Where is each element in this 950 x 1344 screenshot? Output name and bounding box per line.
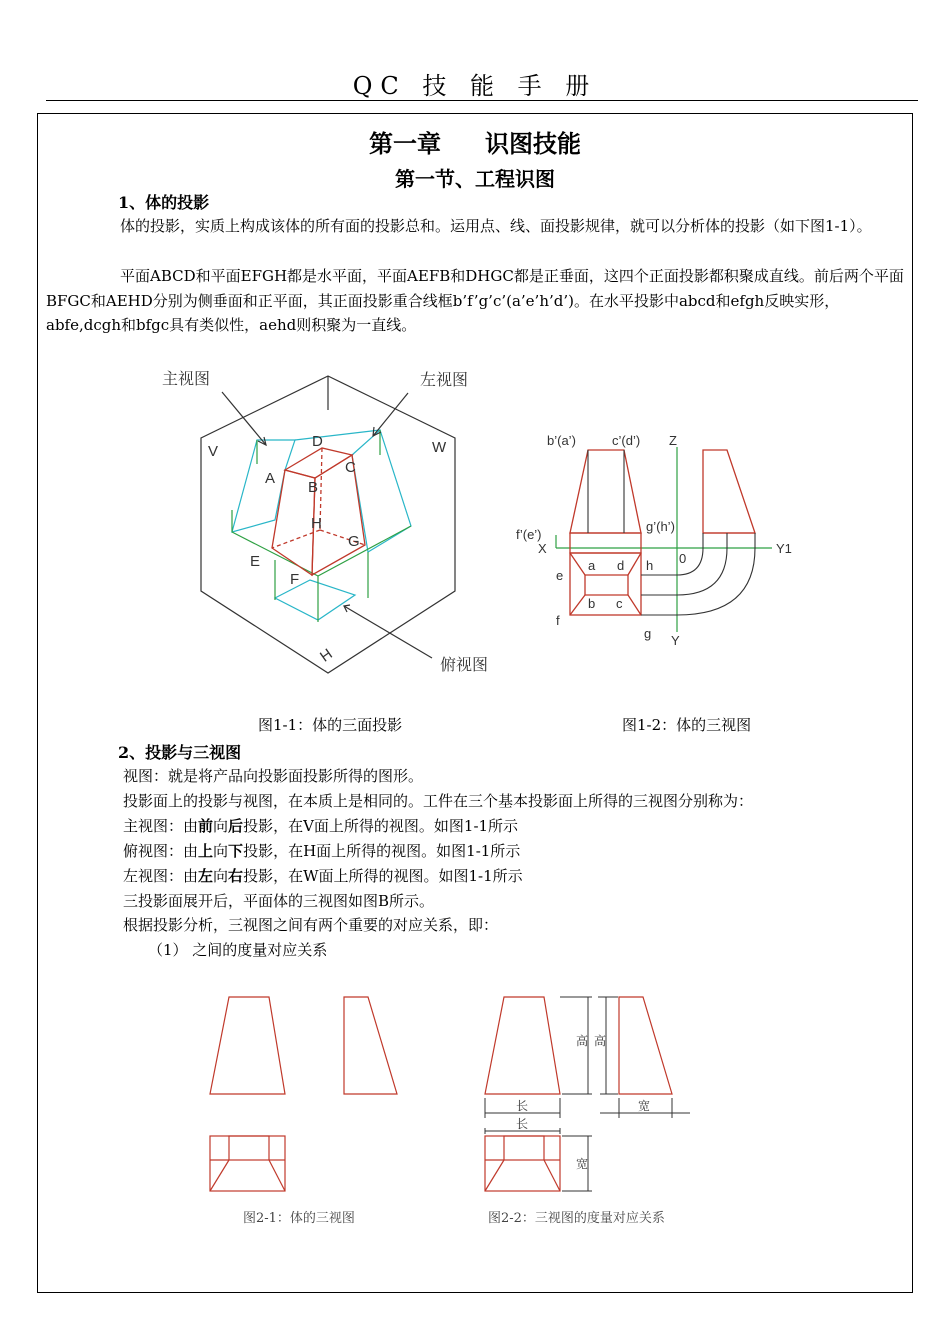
label-gh: g’(h’): [646, 519, 675, 534]
paragraph-2-text: 平面ABCD和平面EFGH都是水平面，平面AEFB和DHGC都是正垂面，这四个正面投影都积聚成直线。前后两个平面BFGC和AEHD分别为侧垂面和正平面，其正面投影重合线框b’f’g’c’(a’e’h’d’)。在水平投影中abcd和efgh反映实形，abfe,dcgh和bfgc具有类似性，aehd则积聚为一直线。: [46, 267, 904, 334]
header-rule: [46, 100, 918, 101]
label-g: g: [644, 626, 652, 641]
vertex-h: H: [311, 515, 322, 532]
label-b: b: [588, 596, 596, 611]
dim-height-1: 高: [576, 1034, 589, 1048]
main-view-to: 后: [228, 817, 244, 835]
label-a: a: [588, 558, 596, 573]
vertex-f: F: [290, 571, 300, 588]
figure-1-1-drawing: [150, 360, 520, 700]
leader-arrows: [222, 392, 432, 658]
paragraph-1: [46, 214, 906, 239]
label-f: f: [556, 613, 560, 628]
vertex-d: D: [312, 433, 323, 450]
text-line-8: （1） 之间的度量对应关系: [148, 941, 328, 959]
plane-letters: [208, 439, 447, 666]
text-line-6: 三投影面展开后，平面体的三视图如图B所示。: [123, 892, 435, 910]
view-labels: [516, 433, 792, 648]
figure-2-1-caption: 图2-1：体的三视图: [243, 1211, 355, 1226]
figure-1-1-caption: 图1-1：体的三面投影: [258, 716, 403, 734]
dim-width-1: 宽: [638, 1099, 651, 1113]
label-z: Z: [669, 433, 677, 448]
left-view-suffix: 投影，在W面上所得的视图。如图1-1所示: [243, 867, 523, 885]
top-view-suffix: 投影，在H面上所得的视图。如图1-1所示: [243, 842, 521, 860]
label-main-view: 主视图: [162, 369, 211, 388]
label-ba: b’(a’): [547, 433, 576, 448]
chapter-name: 识图技能: [485, 129, 581, 158]
label-y1: Y1: [776, 541, 792, 556]
vertex-b: B: [308, 479, 319, 496]
label-left-view: 左视图: [420, 370, 469, 389]
label-o: 0: [679, 551, 687, 566]
vertex-e: E: [250, 553, 261, 570]
plane-w: W: [432, 439, 447, 456]
figure-1-2-caption: 图1-2：体的三视图: [622, 716, 752, 734]
label-x: X: [538, 541, 547, 556]
dim-length-1: 长: [516, 1099, 529, 1113]
paragraph-2: [46, 264, 906, 338]
vertex-a: A: [265, 470, 276, 487]
left-view-to: 右: [228, 867, 244, 885]
top-view-to-word: 向: [213, 842, 229, 860]
label-fe: f’(e’): [516, 527, 542, 542]
vertex-c: C: [345, 459, 356, 476]
main-view-suffix: 投影，在V面上所得的视图。如图1-1所示: [243, 817, 519, 835]
subsection-2-heading: 2、投影与三视图: [118, 743, 242, 762]
chapter-title: [0, 124, 950, 159]
paragraph-1-text: 体的投影，实质上构成该体的所有面的投影总和。运用点、线、面投影规律，就可以分析体的投影（如下图1-1）。: [120, 217, 872, 235]
label-y: Y: [671, 633, 680, 648]
manual-title: QC 技 能 手 册: [352, 72, 598, 100]
plane-h: H: [317, 645, 336, 666]
top-view-from: 上: [198, 842, 214, 860]
figure-2-2-caption: 图2-2：三视图的度量对应关系: [488, 1211, 665, 1226]
text-line-2: 投影面上的投影与视图，在本质上是相同的。工件在三个基本投影面上所得的三视图分别称为：: [123, 792, 754, 810]
left-view-from: 左: [198, 867, 214, 885]
label-cd: c’(d’): [612, 433, 641, 448]
vertex-g: G: [348, 533, 360, 550]
figure-1-2-drawing: [515, 425, 805, 650]
subsection-1-heading: 1、体的投影: [118, 193, 210, 212]
text-line-top-view: [123, 840, 520, 861]
label-h: h: [646, 558, 654, 573]
text-line-main-view: [123, 815, 518, 836]
top-view-prefix: 俯视图：由: [123, 842, 199, 860]
vertex-letters: [250, 433, 360, 588]
text-line-1: 视图：就是将产品向投影面投影所得的图形。: [123, 767, 424, 785]
left-view-prefix: 左视图：由: [123, 867, 199, 885]
chapter-number: 第一章: [369, 129, 441, 158]
label-d: d: [617, 558, 625, 573]
main-view-prefix: 主视图：由: [123, 817, 199, 835]
figure-2-drawings: [200, 985, 700, 1200]
label-e: e: [556, 568, 564, 583]
dim-length-2: 长: [516, 1117, 529, 1131]
label-top-view: 俯视图: [440, 655, 489, 674]
label-c: c: [616, 596, 623, 611]
top-view-to: 下: [228, 842, 244, 860]
dim-height-2: 高: [594, 1034, 607, 1048]
left-view-to-word: 向: [213, 867, 229, 885]
projection-box: [201, 376, 455, 673]
section-title: 第一节、工程识图: [395, 167, 555, 191]
text-line-left-view: [123, 865, 523, 886]
main-view-from: 前: [198, 817, 214, 835]
text-line-7: 根据投影分析，三视图之间有两个重要的对应关系，即：: [123, 916, 499, 934]
main-view-to-word: 向: [213, 817, 229, 835]
plane-v: V: [208, 443, 219, 460]
dim-width-2: 宽: [576, 1157, 589, 1171]
dimension-labels: [516, 1033, 650, 1171]
